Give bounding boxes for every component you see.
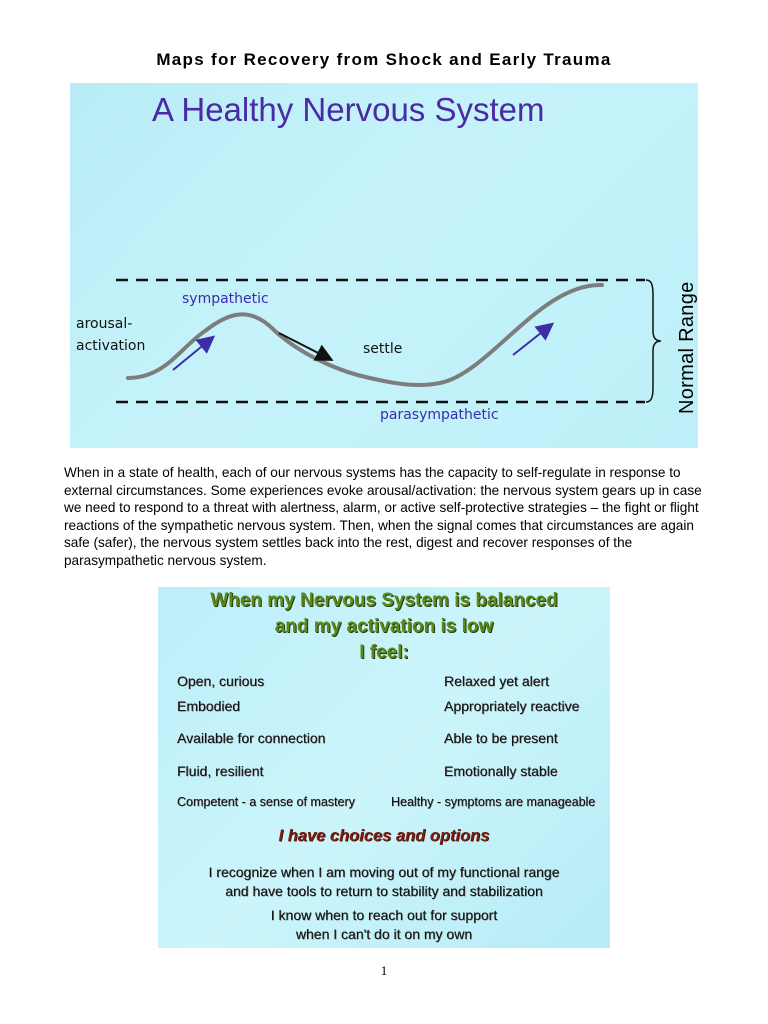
feel-item-left: Competent - a sense of mastery (177, 795, 355, 809)
feel-item-right: Able to be present (444, 730, 558, 746)
balanced-feelings-panel (158, 587, 610, 948)
label-arousal: arousal- (76, 316, 133, 332)
feel-title-line-1: When my Nervous System is balanced (210, 590, 558, 611)
label-normal-range: Normal Range (676, 281, 698, 414)
feel-title-line-3: I feel: (359, 642, 409, 663)
feel-title-line-2: and my activation is low (274, 616, 494, 637)
feel-item-left: Available for connection (177, 730, 326, 746)
range-brace (646, 280, 661, 402)
feel-item-right: Emotionally stable (444, 763, 558, 779)
feel-title (158, 588, 610, 666)
recognize-line-2: and have tools to return to stability and stabilization (225, 883, 543, 899)
page-number: 1 (380, 963, 388, 978)
nervous-system-diagram (70, 83, 698, 448)
label-parasympathetic: parasympathetic (380, 407, 499, 423)
body-paragraph: When in a state of health, each of our nervous systems has the capacity to self-regulate in response to external circumstances. Some experiences evoke arousal/activation: the nervous system gears up in case we need to respond to a threat with alertness, alarm, or active self-protective strategies – the fight or flight reactions of the sympathetic nervous system. Then, when the signal comes that circumstances are again safe (safer), the nervous system settles back into the rest, digest and recover responses of the parasympathetic nervous system. (64, 465, 702, 568)
page-header: Maps for Recovery from Shock and Early Trauma (156, 50, 612, 69)
label-activation: activation (76, 338, 146, 354)
feel-item-left: Embodied (177, 698, 241, 714)
feel-item-left: Open, curious (177, 673, 265, 689)
diagram-title: A Healthy Nervous System (152, 91, 545, 128)
diagram-graphic (70, 83, 698, 448)
label-sympathetic: sympathetic (182, 291, 269, 307)
recognize-line-1: I recognize when I am moving out of my functional range (208, 864, 560, 880)
settle-arrow (279, 333, 330, 359)
choices-heading: I have choices and options (278, 827, 490, 845)
feel-item-right: Appropriately reactive (444, 698, 580, 714)
feel-item-left: Fluid, resilient (177, 763, 264, 779)
label-settle: settle (363, 341, 403, 357)
support-line-1: I know when to reach out for support (270, 907, 498, 923)
support-line-2: when I can't do it on my own (295, 926, 473, 942)
feel-item-right: Relaxed yet alert (444, 673, 550, 689)
feel-item-right: Healthy - symptoms are manageable (391, 795, 596, 809)
